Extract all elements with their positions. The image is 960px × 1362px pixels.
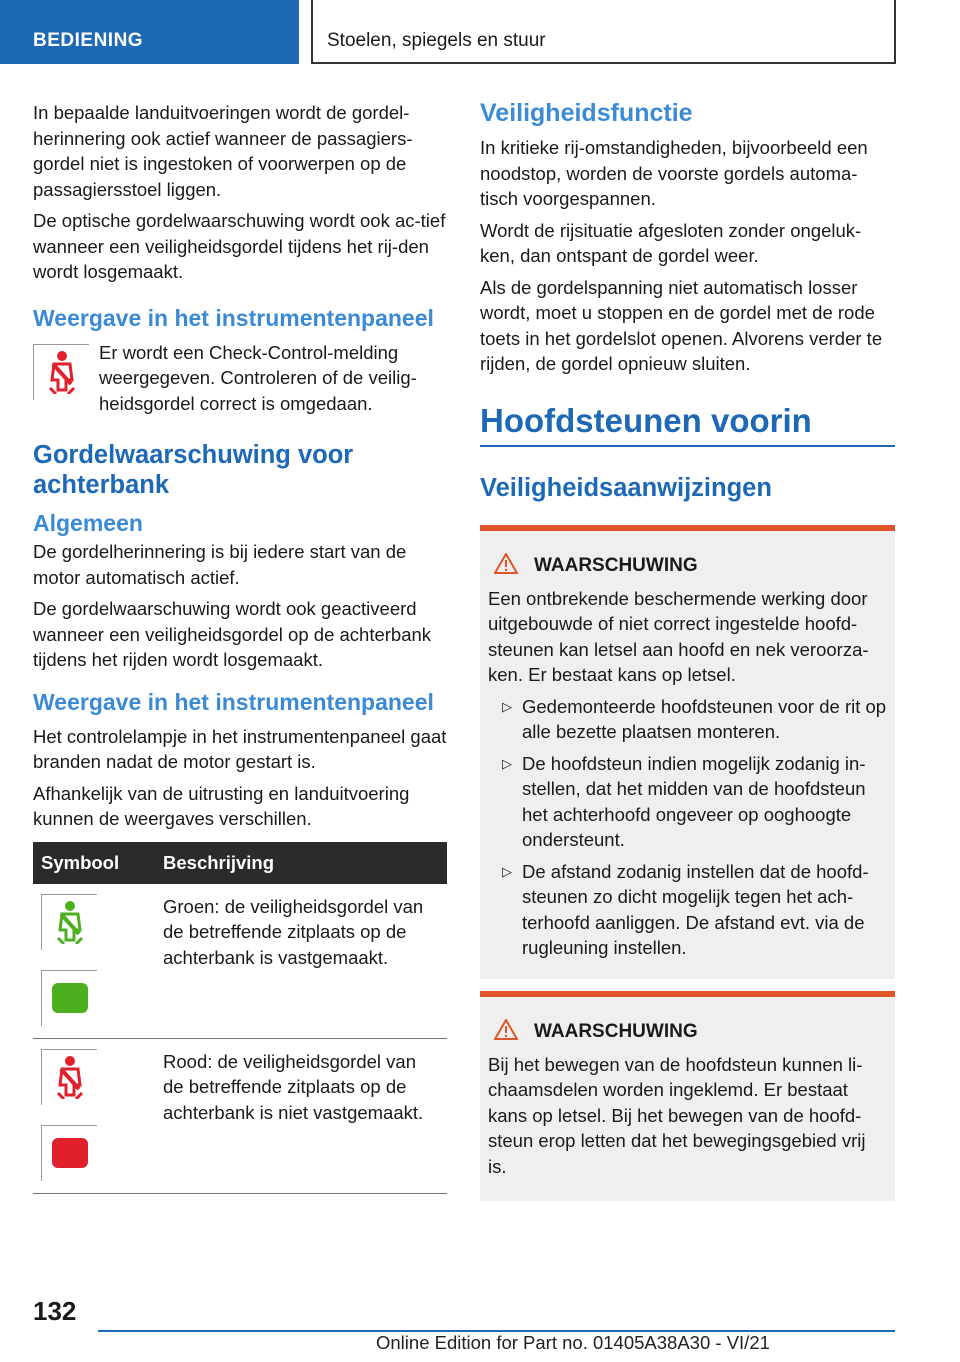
seatbelt-red-icon [41, 1049, 97, 1105]
table-row [33, 1038, 447, 1193]
display-text-1: Er wordt een Check-Control-melding weergegeven. Controleren of de veilig-heidsgordel correct is omgedaan. [99, 341, 417, 414]
general-paragraph-2: De gordelwaarschuwing wordt ook geactiveerd wanneer een veiligheidsgordel op de achterbank tijdens het rijden wordt losgemaakt. [33, 598, 432, 670]
table-cell-description: Groen: de veiligheidsgordel van de betreffende zitplaats op de achterbank is vastgemaakt. [155, 884, 447, 1039]
header-section: BEDIENING [0, 0, 299, 64]
list-item: ▷ De hoofdsteun indien mogelijk zodanig in-stellen, dat het midden van de hoofdsteun het achterhoofd ongeveer op ooghoogte ondersteunt. [502, 752, 866, 850]
footer-edition: Online Edition for Part no. 01405A38A30 - VI/21 [376, 1332, 770, 1353]
arrow-right-icon: ▷ [502, 698, 512, 714]
display-info-1 [33, 340, 447, 417]
warning-label: WAARSCHUWING [534, 555, 698, 576]
page-number: 132 [33, 1296, 77, 1326]
seat-red-icon [41, 1125, 97, 1181]
general-heading: Algemeen [33, 510, 143, 536]
display-paragraph-2: Afhankelijk van de uitrusting en landuitvoering kunnen de weergaves verschillen. [33, 782, 410, 829]
general-paragraph-1: De gordelherinnering is bij iedere start van de motor automatisch actief. [33, 541, 407, 588]
display-heading-2: Weergave in het instrumentenpaneel [33, 688, 434, 715]
left-column [33, 100, 447, 1194]
headrest-heading: Hoofdsteunen voorin [480, 401, 895, 447]
safety-paragraph-1: In kritieke rij-omstandigheden, bijvoorbeeld een noodstop, worden de voorste gordels automa-tisch voorgespannen. [480, 137, 868, 209]
display-heading-1: Weergave in het instrumentenpaneel [33, 304, 434, 331]
instructions-heading: Veiligheidsaanwijzingen [480, 473, 772, 502]
symbol-table [33, 842, 447, 1194]
right-column [480, 100, 895, 1213]
intro-paragraph-2: De optische gordelwaarschuwing wordt ook ac-tief wanneer een veiligheidsgordel tijdens het rij-den wordt losgemaakt. [33, 210, 446, 282]
seatbelt-warning-icon [33, 344, 89, 400]
warning-triangle-icon [494, 1019, 518, 1046]
warning-list [488, 694, 887, 961]
list-item: ▷ De afstand zodanig instellen dat de hoofd-steunen zo dicht mogelijk tegen het ach-terhoofd aanliggen. De afstand evt. via de rugleuning instellen. [502, 860, 869, 958]
table-header-symbol: Symbool [33, 842, 155, 884]
warning-label: WAARSCHUWING [534, 1021, 698, 1042]
warning-box-2 [480, 991, 895, 1202]
safety-heading: Veiligheidsfunctie [480, 99, 693, 127]
safety-paragraph-3: Als de gordelspanning niet automatisch losser wordt, moet u stoppen en de gordel met de rode toets in het gordelslot openen. Alvorens verder te rijden, de gordel opnieuw sluiten. [480, 276, 883, 374]
warning-text: Een ontbrekende beschermende werking door uitgebouwde of niet correct ingestelde hoofd-steunen kan letsel aan hoofd en nek veroorza-ken. Er bestaat kans op letsel. [488, 587, 869, 685]
header-chapter: Stoelen, spiegels en stuur [311, 0, 896, 64]
list-item: ▷ Gedemonteerde hoofdsteunen voor de rit op alle bezette plaatsen monteren. [502, 695, 887, 742]
warning-box-1 [480, 525, 895, 979]
seat-green-icon [41, 970, 97, 1026]
arrow-right-icon: ▷ [502, 755, 512, 771]
safety-paragraph-2: Wordt de rijsituatie afgesloten zonder ongeluk-ken, dan ontspant de gordel weer. [480, 219, 862, 266]
warning-triangle-icon [494, 553, 518, 580]
seatbelt-green-icon [41, 894, 97, 950]
table-cell-description: Rood: de veiligheidsgordel van de betreffende zitplaats op de achterbank is niet vastgemaakt. [155, 1038, 447, 1193]
warning-text: Bij het bewegen van de hoofdsteun kunnen li-chaamsdelen worden ingeklemd. Er bestaat kans op letsel. Bij het bewegen van de hoofd-steun erop letten dat het bewegingsgebied vrij is. [488, 1053, 866, 1177]
intro-paragraph-1: In bepaalde landuitvoeringen wordt de gordel-herinnering ook actief wanneer de passagiers-gordel niet is ingestoken of voorwerpen op de passagiersstoel liggen. [33, 102, 413, 200]
arrow-right-icon: ▷ [502, 863, 512, 879]
table-row [33, 884, 447, 1039]
table-header-description: Beschrijving [155, 842, 447, 884]
rear-seat-heading: Gordelwaarschuwing voor achterbank [33, 441, 354, 499]
display-paragraph-1: Het controlelampje in het instrumentenpaneel gaat branden nadat de motor gestart is. [33, 725, 447, 772]
